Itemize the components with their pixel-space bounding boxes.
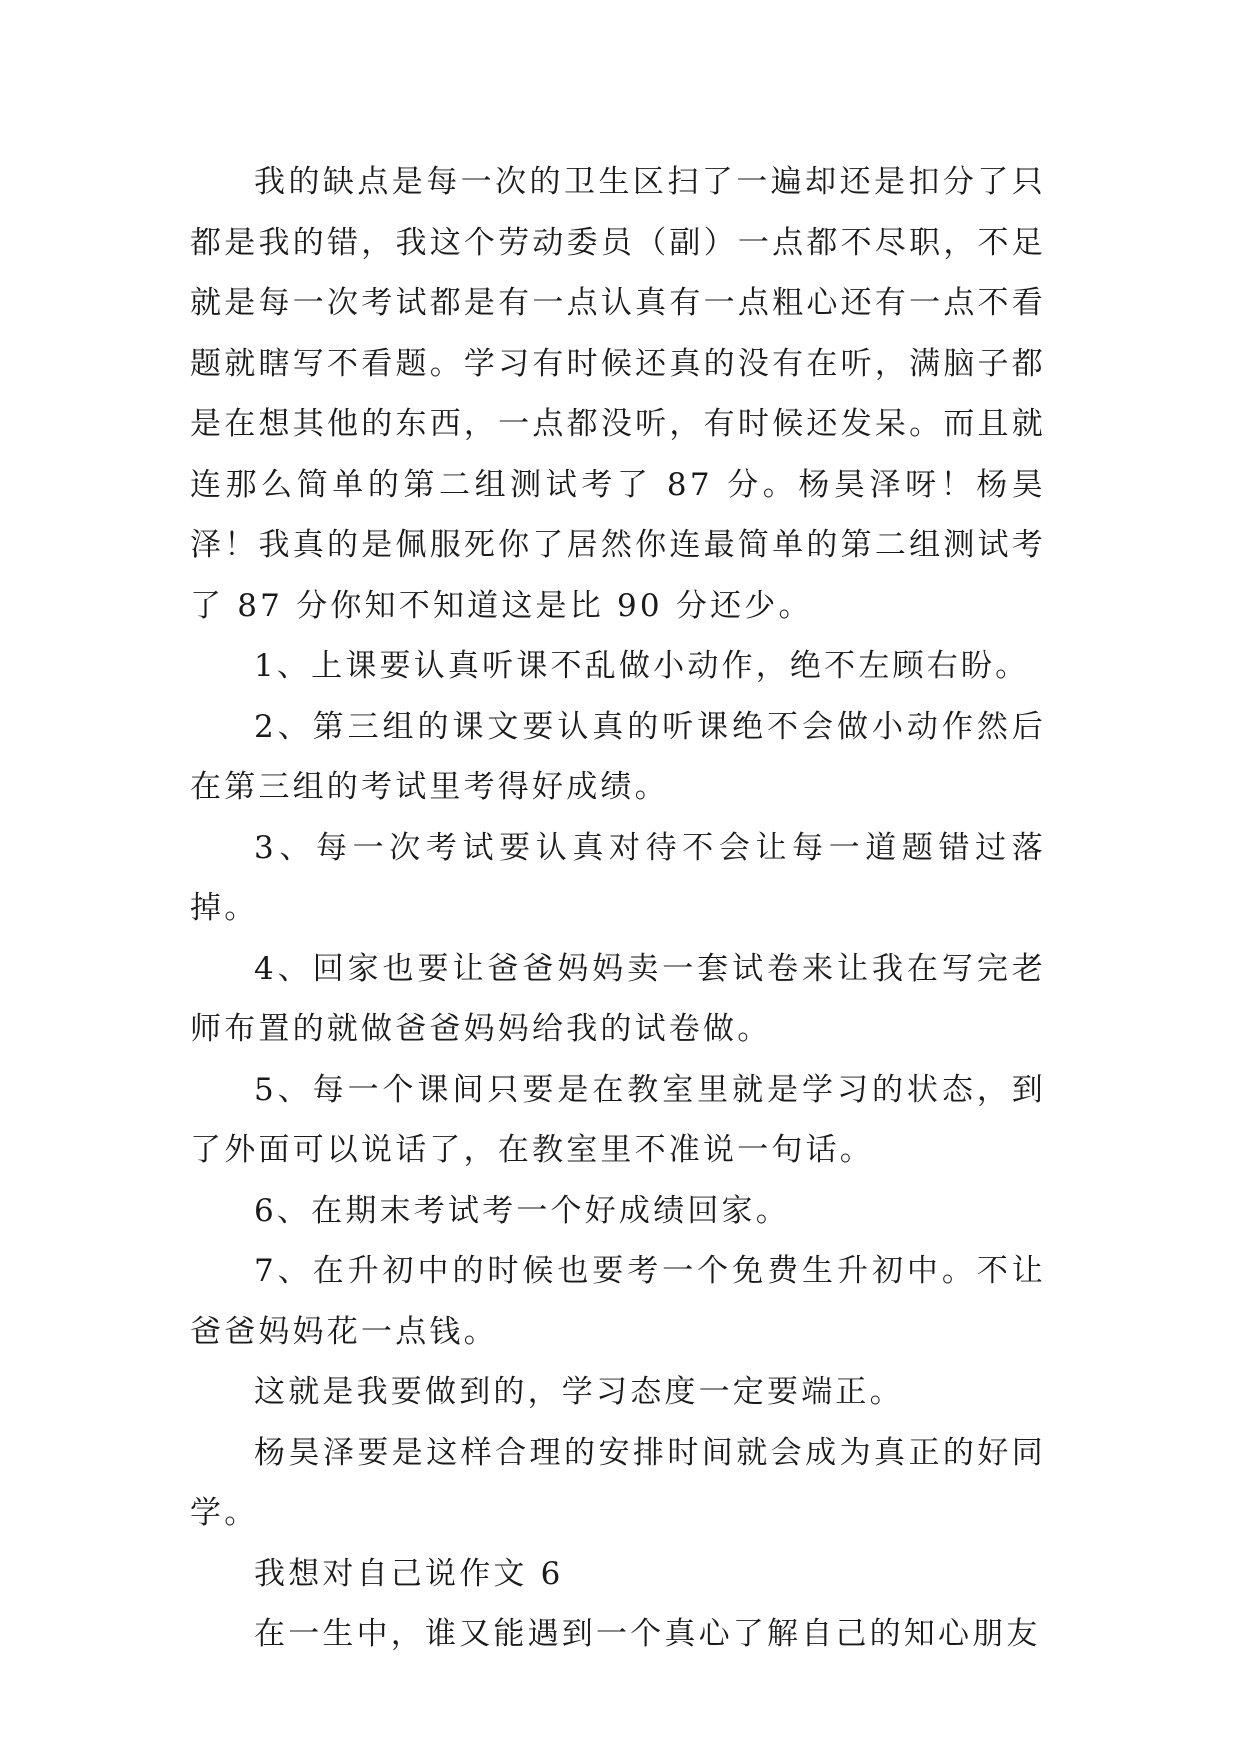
paragraph-next-essay: 在一生中，谁又能遇到一个真心了解自己的知心朋友 bbox=[254, 1616, 1041, 1652]
list-item-5: 5、每一个课间只要是在教室里就是学习的状态，到了外面可以说话了，在教室里不准说一句话。 bbox=[190, 1071, 1046, 1168]
section-heading: 我想对自己说作文 6 bbox=[254, 1555, 564, 1592]
paragraph-conclusion: 杨昊泽要是这样合理的安排时间就会成为真正的好同学。 bbox=[190, 1434, 1046, 1531]
paragraph-intro: 我的缺点是每一次的卫生区扫了一遍却还是扣分了只都是我的错，我这个劳动委员（副）一点都不尽职，不足就是每一次考试都是有一点认真有一点粗心还有一点不看题就瞎写不看题。学习有时候还真的没有在听，满脑子都是在想其他的东西，一点都没听，有时候还发呆。而且就连那么简单的第二组测试考了 87 分。杨昊泽呀！杨昊泽！我真的是佩服死你了居然你连最简单的第二组测试考了 87 分你知不知道这是比 90 分还少。 bbox=[190, 164, 1046, 624]
list-item-2: 2、第三组的课文要认真的听课绝不会做小动作然后在第三组的考试里考得好成绩。 bbox=[190, 708, 1046, 805]
list-item-1: 1、上课要认真听课不乱做小动作，绝不左顾右盼。 bbox=[254, 648, 1030, 684]
document-body bbox=[190, 152, 1046, 1665]
list-item-7: 7、在升初中的时候也要考一个免费生升初中。不让爸爸妈妈花一点钱。 bbox=[190, 1253, 1046, 1350]
paragraph-summary: 这就是我要做到的，学习态度一定要端正。 bbox=[254, 1374, 904, 1410]
list-item-3: 3、每一次考试要认真对待不会让每一道题错过落掉。 bbox=[190, 829, 1046, 926]
list-item-6: 6、在期末考试考一个好成绩回家。 bbox=[254, 1192, 790, 1229]
list-item-4: 4、回家也要让爸爸妈妈卖一套试卷来让我在写完老师布置的就做爸爸妈妈给我的试卷做。 bbox=[190, 950, 1046, 1047]
